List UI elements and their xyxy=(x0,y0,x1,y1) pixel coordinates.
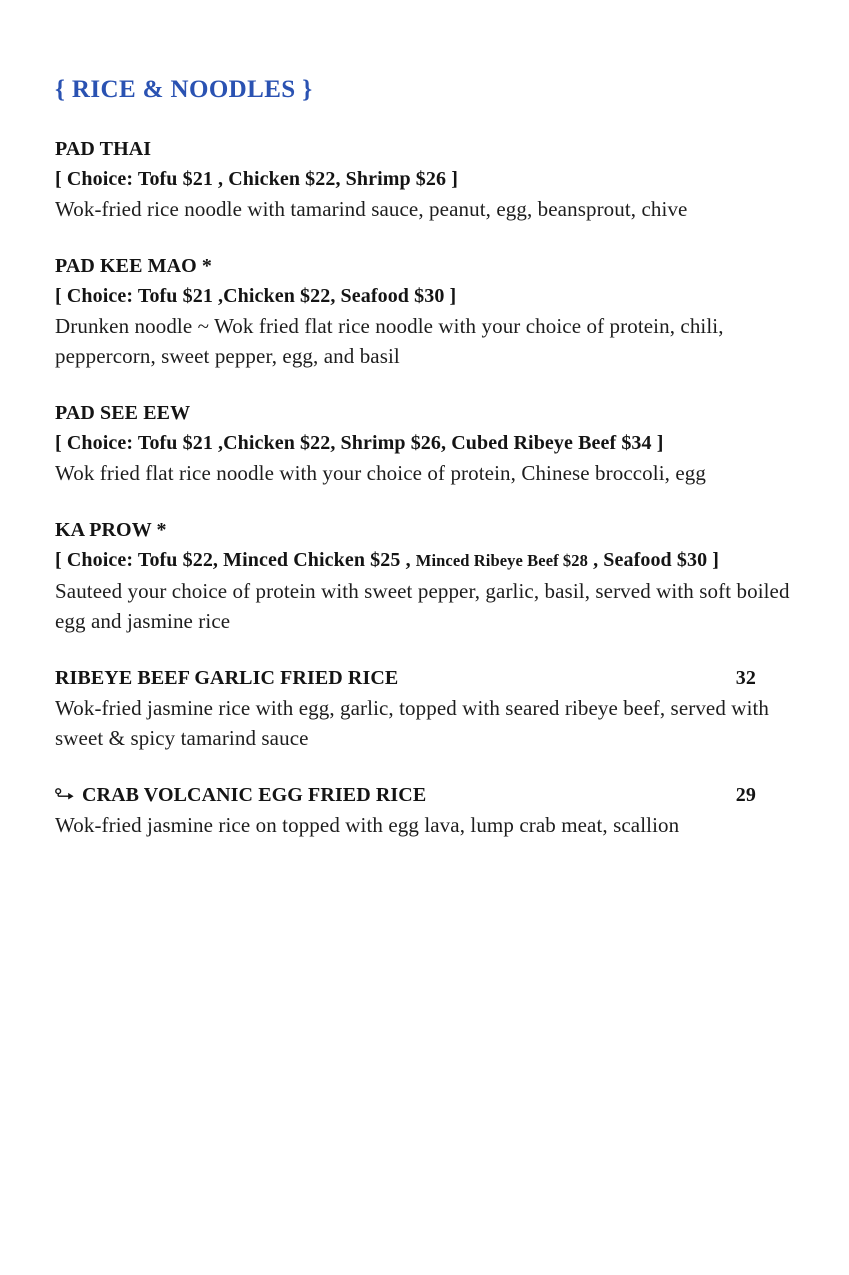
choice-segment-small: Minced Ribeye Beef $28 xyxy=(415,551,588,570)
choice-segment-lead: [ Choice: Tofu $22, Minced Chicken $25 , xyxy=(55,549,416,571)
item-description: Wok fried flat rice noodle with your choice of protein, Chinese broccoli, egg xyxy=(55,461,706,485)
item-choice xyxy=(55,545,756,576)
item-name: RIBEYE BEEF GARLIC FRIED RICE xyxy=(55,667,399,689)
choice-segment-tail: , Seafood $30 ] xyxy=(587,549,720,571)
loop-arrow-icon xyxy=(55,780,75,794)
menu-item-pad-kee-mao xyxy=(55,251,756,371)
item-name: PAD SEE EEW xyxy=(55,402,191,424)
item-description: Wok-fried jasmine rice with egg, garlic, topped with seared ribeye beef, served with sweet & spicy tamarind sauce xyxy=(55,696,770,750)
item-description: Drunken noodle ~ Wok fried flat rice noodle with your choice of protein, chili, peppercorn, sweet pepper, egg, and basil xyxy=(55,314,724,368)
menu-item-ribeye-fried-rice xyxy=(55,663,770,753)
menu-item-ka-prow xyxy=(55,515,790,636)
section-title: { RICE & NOODLES } xyxy=(55,76,313,103)
item-choice: [ Choice: Tofu $21 ,Chicken $22, Shrimp $26, Cubed Ribeye Beef $34 ] xyxy=(55,432,664,454)
item-price: 32 xyxy=(735,667,756,689)
item-name: CRAB VOLCANIC EGG FRIED RICE xyxy=(82,784,427,806)
item-choice: [ Choice: Tofu $21 , Chicken $22, Shrimp $26 ] xyxy=(55,168,458,190)
item-name: KA PROW * xyxy=(55,519,167,541)
item-name: PAD THAI xyxy=(55,138,152,160)
item-description: Wok-fried rice noodle with tamarind sauce, peanut, egg, beansprout, chive xyxy=(55,197,688,221)
item-description: Wok-fried jasmine rice on topped with egg lava, lump crab meat, scallion xyxy=(55,813,680,837)
item-price: 29 xyxy=(735,784,756,806)
menu-item-pad-see-eew xyxy=(55,398,756,488)
menu-item-pad-thai xyxy=(55,134,756,224)
menu-item-crab-fried-rice xyxy=(55,780,756,840)
item-description: Sauteed your choice of protein with sweet pepper, garlic, basil, served with soft boiled egg and jasmine rice xyxy=(55,579,790,633)
item-choice: [ Choice: Tofu $21 ,Chicken $22, Seafood $30 ] xyxy=(55,285,457,307)
item-name: PAD KEE MAO * xyxy=(55,255,213,277)
